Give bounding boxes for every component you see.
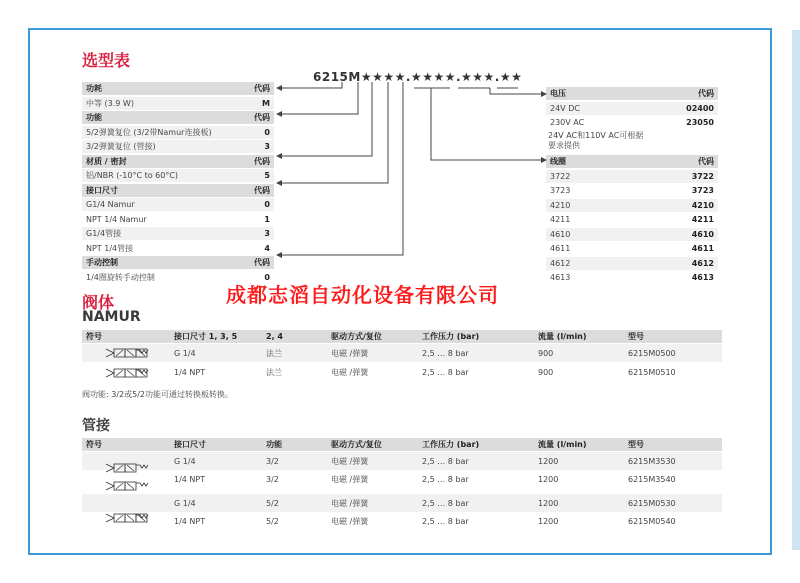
coil-code: 4210 [691,200,714,210]
valve-body-cell: 900 [538,367,554,377]
selection-code: 3 [264,229,270,238]
valve-body-title: 阀体 [82,293,115,312]
pipe-cell: 1/4 NPT [174,474,206,484]
valve-body-cell: G 1/4 [174,348,196,358]
valve-body-cell: 法兰 [266,348,282,358]
pipe-cell: 2,5 … 8 bar [422,456,469,466]
pipe-header-row [82,438,722,451]
selection-label: G1/4 Namur [86,200,135,209]
coil-label: 4611 [550,244,571,253]
coil-row [546,271,718,284]
pipe-cell: G 1/4 [174,456,196,466]
selection-code: 代码 [254,185,270,195]
valve-body-header-cell: 符号 [86,332,102,341]
pipe-cell: 5/2 [266,498,279,508]
coil-row [546,242,718,255]
pipe-title: 管接 [82,418,110,434]
pipe-cell: G 1/4 [174,498,196,508]
selection-code: 代码 [254,113,270,122]
coil-label: 线圈 [550,157,566,166]
selection-label: 功耗 [86,84,102,93]
coil-code: 4613 [691,273,714,282]
pipe-cell: 6215M0540 [628,516,676,526]
coil-code: 3723 [691,186,714,195]
voltage-note-line-1: 24V AC和110V AC可根据 [548,131,644,140]
pipe-header-cell: 工作压力 (bar) [422,440,480,449]
coil-code: 4611 [691,244,714,253]
valve-body-header-cell: 工作压力 (bar) [422,332,480,341]
selection-row [82,227,274,240]
pipe-cell: 电磁 /弹簧 [331,498,369,508]
pipe-row [82,494,722,512]
pipe-row [82,452,722,470]
pipe-cell: 电磁 /弹簧 [331,474,369,484]
selection-label: 接口尺寸 [86,185,118,195]
selection-row [82,140,274,153]
selection-label: 中等 (3.9 W) [86,98,134,108]
selection-title: 选型表 [82,51,131,70]
valve-body-header-cell: 型号 [628,332,644,341]
valve-body-cell: 900 [538,348,554,358]
coil-row [546,170,718,183]
coil-label: 4210 [550,200,571,210]
selection-row [82,82,274,95]
pipe-header-cell: 符号 [86,440,102,449]
coil-row [546,213,718,226]
selection-row [82,111,274,124]
valve-body-header-cell: 驱动方式/复位 [331,332,382,341]
pipe-cell: 6215M3540 [628,474,676,484]
coil-code: 4612 [691,258,714,268]
pipe-cell: 电磁 /弹簧 [331,456,369,466]
selection-row [82,213,274,226]
voltage-label: 24V DC [550,103,580,113]
pipe-header-cell: 功能 [266,440,282,449]
pipe-header-cell: 接口尺寸 [174,440,206,449]
selection-label: 材质 / 密封 [86,156,127,166]
valve-symbol [104,480,156,492]
selection-code: 0 [264,272,270,282]
pipe-header-cell: 流量 (l/min) [538,440,587,449]
pipe-cell: 3/2 [266,456,279,466]
pipe-header-cell: 型号 [628,440,644,449]
valve-symbol-icon [104,512,156,524]
pipe-cell: 电磁 /弹簧 [331,516,369,526]
valve-body-header-cell: 2, 4 [266,332,283,341]
valve-body-cell: 2,5 … 8 bar [422,367,469,377]
selection-row [82,242,274,255]
selection-label: 5/2弹簧复位 (3/2带Namur连接板) [86,127,212,137]
valve-symbol [104,367,156,379]
selection-code: 5 [264,171,270,180]
coil-label: 3723 [550,186,571,195]
coil-row [546,257,718,270]
selection-code: M [262,98,270,108]
coil-label: 4612 [550,258,571,268]
pipe-cell: 3/2 [266,474,279,484]
coil-label: 4211 [550,215,571,224]
voltage-label: 电压 [550,89,566,98]
valve-symbol-icon [104,347,156,359]
selection-label: 3/2弹簧复位 (管接) [86,142,156,151]
selection-row [82,198,274,211]
pipe-cell: 1200 [538,516,559,526]
selection-label: 功能 [86,113,102,122]
coil-row [546,184,718,197]
pipe-cell: 1/4 NPT [174,516,206,526]
pipe-row [82,512,722,530]
coil-row [546,155,718,168]
pipe-header-cell: 驱动方式/复位 [331,440,382,449]
valve-body-cell: 6215M0510 [628,367,676,377]
coil-code: 3722 [691,171,714,181]
valve-body-header-cell: 流量 (l/min) [538,332,587,341]
coil-code: 4211 [691,215,714,224]
selection-code: 0 [264,200,270,209]
selection-code: 代码 [254,258,270,267]
valve-body-cell: 2,5 … 8 bar [422,348,469,358]
coil-label: 3722 [550,171,571,181]
valve-symbol [104,347,156,359]
coil-row [546,199,718,212]
coil-row [546,228,718,241]
selection-row [82,256,274,269]
selection-label: G1/4管接 [86,229,122,238]
valve-body-row [82,363,722,381]
pipe-cell: 5/2 [266,516,279,526]
pipe-cell: 2,5 … 8 bar [422,474,469,484]
pipe-cell: 2,5 … 8 bar [422,516,469,526]
voltage-code: 23050 [686,118,714,127]
valve-body-cell: 法兰 [266,367,282,377]
voltage-code: 02400 [686,103,714,113]
coil-code: 代码 [698,157,714,166]
valve-body-cell: 电磁 /弹簧 [331,348,369,358]
valve-symbol-icon [104,462,156,474]
voltage-row [546,87,718,100]
pipe-cell: 6215M3530 [628,456,676,466]
valve-body-header-cell: 接口尺寸 1, 3, 5 [174,332,238,341]
selection-label: 铝/NBR (-10°C to 60°C) [86,171,179,180]
pipe-cell: 1200 [538,456,559,466]
voltage-row [546,116,718,129]
valve-body-row [82,344,722,362]
valve-body-subtitle: NAMUR [82,309,141,325]
selection-row [82,169,274,182]
coil-code: 4610 [691,229,714,239]
voltage-note-line-2: 要求提供 [548,141,580,150]
selection-code: 3 [264,142,270,151]
valve-symbol [104,462,156,474]
valve-symbol [104,512,156,524]
valve-body-note: 阀功能: 3/2或5/2功能可通过转换板转换。 [82,390,233,399]
selection-row [82,126,274,139]
coil-label: 4613 [550,273,571,282]
coil-label: 4610 [550,229,571,239]
page-side-bar [792,30,800,550]
voltage-row [546,102,718,115]
selection-row [82,184,274,197]
selection-code: 代码 [254,84,270,93]
pipe-cell: 1200 [538,474,559,484]
pipe-cell: 1200 [538,498,559,508]
pipe-cell: 6215M0530 [628,498,676,508]
selection-label: 1/4圈旋转手动控制 [86,272,155,282]
model-code: 6215M★★★★.★★★★.★★★.★★ [313,70,523,84]
voltage-code: 代码 [698,89,714,98]
selection-row [82,97,274,110]
valve-body-cell: 6215M0500 [628,348,676,358]
pipe-cell: 2,5 … 8 bar [422,498,469,508]
valve-body-cell: 电磁 /弹簧 [331,367,369,377]
voltage-note [548,131,643,151]
valve-symbol-icon [104,367,156,379]
selection-label: 手动控制 [86,258,118,267]
selection-label: NPT 1/4 Namur [86,214,147,224]
selection-code: 1 [264,214,270,224]
selection-row [82,155,274,168]
selection-code: 4 [264,243,270,253]
selection-code: 0 [264,127,270,137]
pipe-row [82,470,722,488]
valve-body-header-row [82,330,722,343]
selection-label: NPT 1/4管接 [86,243,134,253]
valve-body-cell: 1/4 NPT [174,367,206,377]
voltage-label: 230V AC [550,118,585,127]
company-name: 成都志滔自动化设备有限公司 [226,283,499,307]
valve-symbol-icon [104,480,156,492]
selection-code: 代码 [254,156,270,166]
